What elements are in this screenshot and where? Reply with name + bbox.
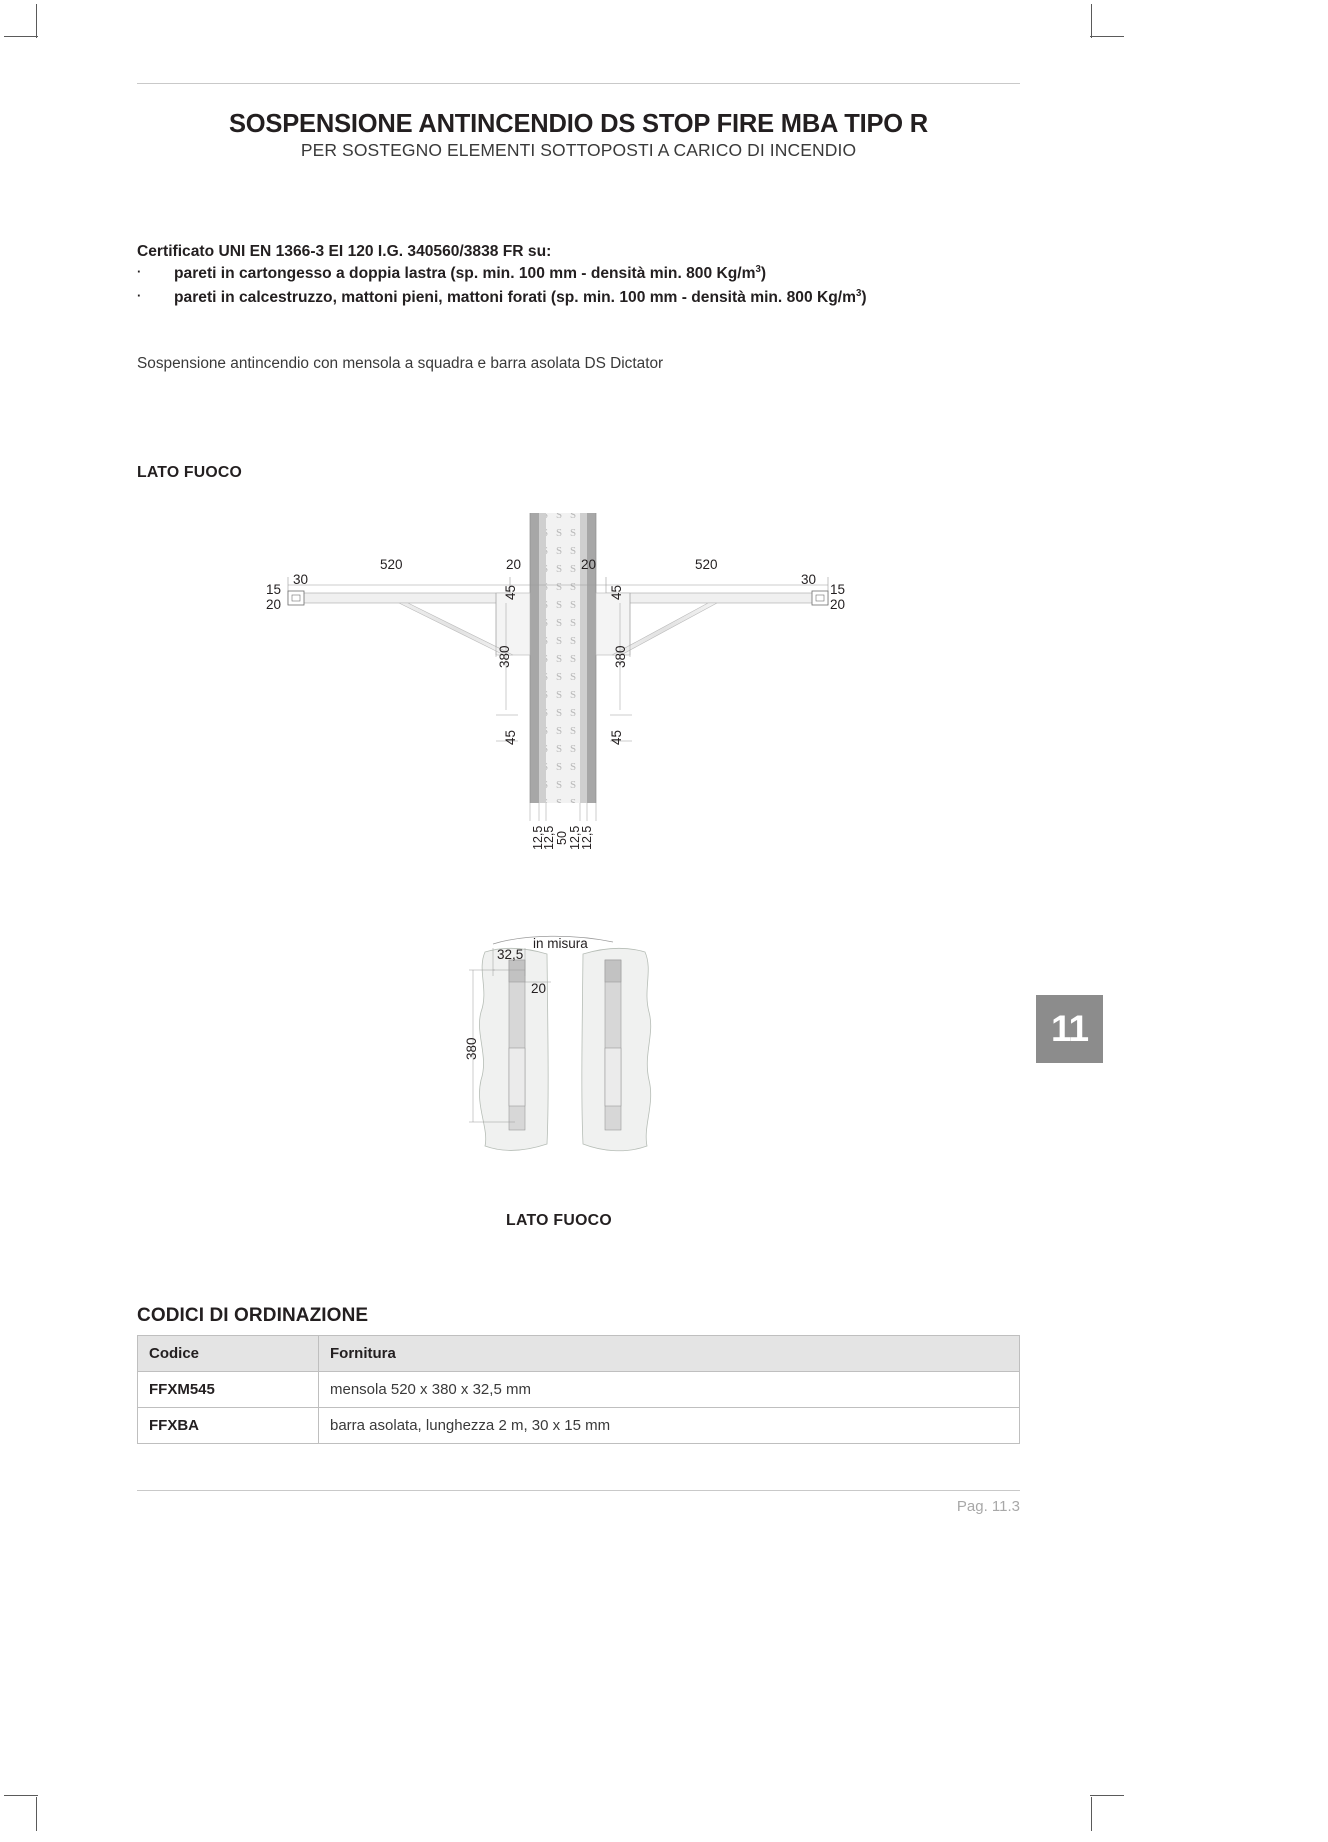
crop-mark-bottom-left-horizontal — [4, 1795, 38, 1796]
dim-wall-layer-4: 12,5 — [568, 825, 582, 850]
right-bracket-head — [605, 960, 621, 982]
certification-bullet-2-sup: 3 — [855, 288, 862, 299]
bullet-marker-icon: · — [137, 288, 142, 303]
header-rule — [137, 83, 1020, 84]
table-row — [138, 1372, 1020, 1408]
certification-heading: Certificato UNI EN 1366-3 EI 120 I.G. 340560/3838 FR su: — [137, 243, 552, 260]
page-number-tab — [1036, 995, 1103, 1063]
orders-table — [137, 1335, 1020, 1444]
cell-fornitura: barra asolata, lunghezza 2 m, 30 x 15 mm — [319, 1408, 1020, 1444]
dim-left-gap-20: 20 — [506, 557, 522, 572]
footer-page-number: Pag. 11.3 — [956, 1498, 1020, 1515]
certification-bullet-2-tail: ) — [861, 289, 867, 307]
lato-fuoco-section-label: LATO FUOCO — [137, 464, 242, 481]
cell-fornitura: mensola 520 x 380 x 32,5 mm — [319, 1372, 1020, 1408]
footer-rule — [137, 1490, 1020, 1491]
bullet-marker-icon: · — [137, 264, 142, 279]
certification-bullet-1 — [137, 264, 766, 283]
left-bracket-head — [509, 960, 525, 982]
dim-right-bar-offset-20: 20 — [830, 597, 846, 612]
dim-wall-layer-5: 12,5 — [580, 825, 594, 850]
dim-left-brace-380: 380 — [497, 645, 512, 668]
dim-detail-380: 380 — [464, 1037, 479, 1060]
certification-bullet-1-tail: ) — [760, 265, 767, 283]
page-tab-number: 11 — [1050, 1008, 1089, 1049]
dim-right-gap-20: 20 — [581, 557, 597, 572]
dim-detail-32-5: 32,5 — [497, 947, 524, 962]
wall-layer-outer-left — [530, 513, 539, 803]
table-header-row — [138, 1336, 1020, 1372]
product-description: Sospensione antincendio con mensola a squadra e barra asolata DS Dictator — [137, 355, 664, 372]
wall-layer-inner-left — [539, 513, 546, 803]
dim-wall-layer-1: 12,5 — [531, 825, 545, 850]
dim-left-bar-offset-20: 20 — [266, 597, 282, 612]
table-row — [138, 1408, 1020, 1444]
crop-mark-bottom-right-horizontal — [1090, 1795, 1124, 1796]
dim-right-bar-width-30: 30 — [801, 572, 817, 587]
page-title: SOSPENSIONE ANTINCENDIO DS STOP FIRE MBA TIPO R — [228, 110, 929, 138]
orders-section-title: CODICI DI ORDINAZIONE — [137, 1305, 369, 1326]
crop-mark-top-right-horizontal — [1090, 36, 1124, 37]
cell-codice: FFXBA — [138, 1408, 319, 1444]
cell-codice: FFXM545 — [138, 1372, 319, 1408]
right-bracket-plate — [606, 593, 825, 603]
dim-wall-layer-3: 50 — [555, 831, 569, 845]
dim-left-bar-height-15: 15 — [266, 582, 282, 597]
detail-view-svg — [455, 930, 685, 1170]
dim-right-bar-height-15: 15 — [830, 582, 846, 597]
dim-wall-layer-2: 12,5 — [542, 825, 556, 850]
dim-left-bar-width-30: 30 — [293, 572, 309, 587]
crop-mark-bottom-right-vertical — [1091, 1797, 1092, 1831]
detail-view-drawing — [455, 930, 685, 1170]
certification-bullet-1-text: pareti in cartongesso a doppia lastra (sp. min. 100 mm - densità min. 800 Kg/m — [174, 265, 756, 283]
certification-bullet-2-text: pareti in calcestruzzo, mattoni pieni, mattoni forati (sp. min. 100 mm - densità min. 800 Kg/m — [174, 289, 856, 307]
dim-bottom-right-45: 45 — [609, 729, 624, 745]
dim-top-right-45: 45 — [609, 584, 624, 600]
certification-bullet-1-sup: 3 — [755, 264, 761, 275]
crop-mark-top-left-horizontal — [4, 36, 38, 37]
plan-view-drawing — [258, 505, 858, 855]
dim-top-left-45: 45 — [503, 584, 518, 600]
page-subtitle: PER SOSTEGNO ELEMENTI SOTTOPOSTI A CARICO DI INCENDIO — [300, 140, 857, 160]
dim-right-brace-380: 380 — [613, 645, 628, 668]
dim-left-span-520: 520 — [380, 557, 403, 572]
certification-bullet-2 — [137, 288, 867, 307]
left-bracket-plate — [291, 593, 510, 603]
crop-mark-bottom-left-vertical — [36, 1797, 37, 1831]
right-bracket-sleeve — [605, 1048, 621, 1106]
dim-detail-20: 20 — [531, 981, 547, 996]
wall-core-insulation — [546, 513, 580, 803]
dim-right-span-520: 520 — [695, 557, 718, 572]
detail-note-in-misura: in misura — [533, 936, 588, 951]
plan-view-svg — [258, 505, 858, 855]
detail-view-caption: LATO FUOCO — [506, 1212, 612, 1229]
crop-mark-top-left-vertical — [36, 4, 37, 38]
crop-mark-top-right-vertical — [1091, 4, 1092, 38]
dim-bottom-left-45: 45 — [503, 729, 518, 745]
column-header-fornitura: Fornitura — [319, 1336, 1020, 1372]
left-bracket-sleeve — [509, 1048, 525, 1106]
column-header-codice: Codice — [138, 1336, 319, 1372]
